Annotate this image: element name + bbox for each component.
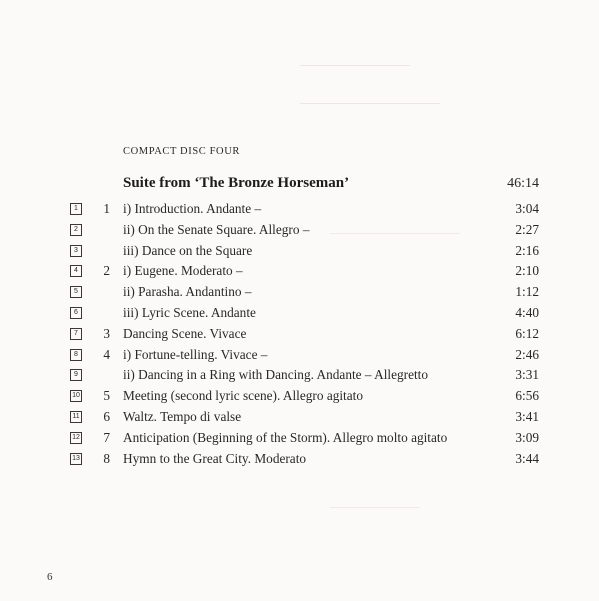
track-duration: 3:44	[515, 450, 539, 466]
show-through-decoration	[330, 500, 420, 511]
track-title: Dancing Scene. Vivace	[123, 325, 247, 341]
track-title: ii) On the Senate Square. Allegro –	[123, 221, 310, 237]
track-number-box: 1	[70, 203, 82, 215]
track-row	[0, 261, 599, 282]
track-row	[0, 324, 599, 345]
track-number-box: 9	[70, 369, 82, 381]
track-duration: 6:56	[515, 388, 539, 404]
work-total-duration: 46:14	[507, 176, 539, 191]
track-row	[0, 241, 599, 262]
page-number: 6	[47, 571, 53, 583]
track-number-box: 4	[70, 265, 82, 277]
track-duration: 3:04	[515, 201, 539, 216]
track-number-box: 10	[70, 390, 82, 402]
track-number-box: 6	[70, 307, 82, 319]
track-duration: 2:27	[515, 221, 539, 237]
track-row	[0, 386, 599, 407]
movement-number: 5	[103, 388, 110, 404]
track-title: Hymn to the Great City. Moderato	[123, 450, 307, 466]
track-row	[0, 220, 599, 241]
track-title: ii) Dancing in a Ring with Dancing. Andante – Allegretto	[123, 367, 429, 383]
track-row	[0, 407, 599, 428]
track-row	[0, 449, 599, 470]
track-duration: 2:16	[515, 242, 539, 258]
track-duration: 3:41	[515, 408, 539, 424]
track-row	[0, 303, 599, 324]
work-title: Suite from ‘The Bronze Horseman’	[123, 175, 350, 191]
track-duration: 2:10	[515, 263, 539, 279]
track-number-box: 7	[70, 328, 82, 340]
track-title: i) Fortune-telling. Vivace –	[123, 346, 268, 362]
track-number-box: 2	[70, 224, 82, 236]
track-title: i) Eugene. Moderato –	[123, 263, 243, 279]
movement-number: 7	[103, 429, 110, 445]
show-through-decoration	[300, 96, 440, 107]
track-number-box: 8	[70, 349, 82, 361]
track-row	[0, 199, 599, 220]
track-row	[0, 345, 599, 366]
track-duration: 6:12	[515, 325, 539, 341]
track-duration: 1:12	[515, 284, 539, 300]
track-title: Waltz. Tempo di valse	[123, 408, 242, 424]
track-number-box: 11	[70, 411, 82, 423]
track-number-box: 3	[70, 245, 82, 257]
track-row	[0, 428, 599, 449]
track-duration: 4:40	[515, 304, 539, 320]
disc-heading: COMPACT DISC FOUR	[123, 146, 240, 157]
movement-number: 4	[103, 346, 110, 362]
track-title: Anticipation (Beginning of the Storm). Allegro molto agitato	[123, 429, 448, 445]
track-number-box: 12	[70, 432, 82, 444]
movement-number: 1	[103, 201, 110, 216]
track-number-box: 13	[70, 453, 82, 465]
track-title: i) Introduction. Andante –	[123, 201, 262, 216]
movement-number: 2	[103, 263, 110, 279]
track-row	[0, 282, 599, 303]
track-duration: 2:46	[515, 346, 539, 362]
track-row	[0, 365, 599, 386]
track-title: Meeting (second lyric scene). Allegro agitato	[123, 388, 363, 404]
track-title: ii) Parasha. Andantino –	[123, 284, 252, 300]
track-duration: 3:31	[515, 367, 539, 383]
track-list	[0, 199, 599, 469]
track-title: iii) Dance on the Square	[123, 242, 253, 258]
movement-number: 8	[103, 450, 110, 466]
track-duration: 3:09	[515, 429, 539, 445]
track-number-box: 5	[70, 286, 82, 298]
show-through-decoration	[300, 58, 410, 69]
track-title: iii) Lyric Scene. Andante	[123, 304, 256, 320]
movement-number: 3	[103, 325, 110, 341]
movement-number: 6	[103, 408, 110, 424]
